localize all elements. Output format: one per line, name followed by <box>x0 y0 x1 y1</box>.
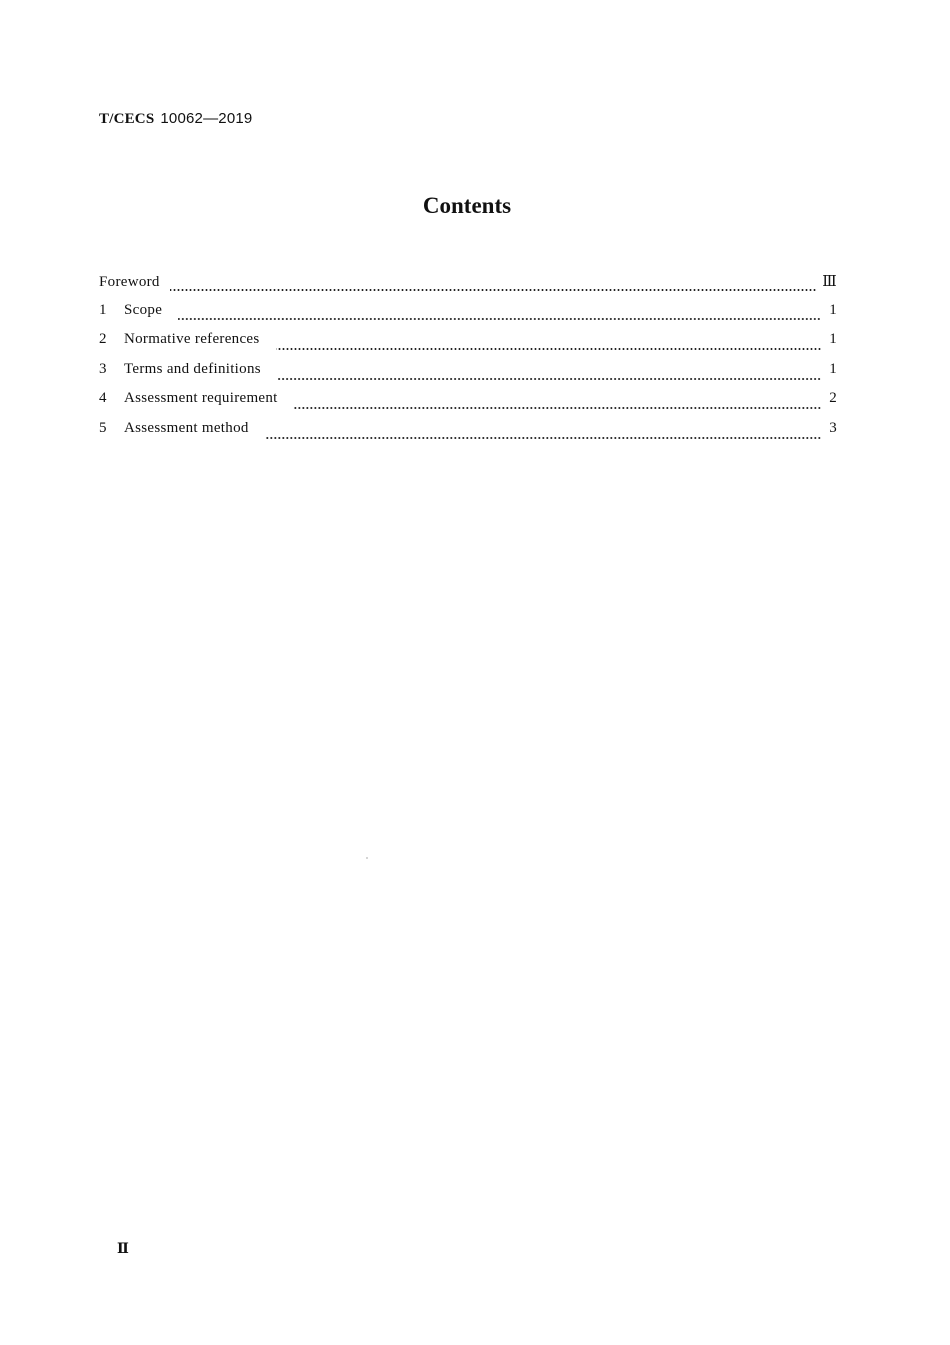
toc-entry-page: 2 <box>829 390 837 407</box>
toc-entry-assessment-requirement[interactable] <box>99 390 837 420</box>
toc-entry-terms-and-definitions[interactable] <box>99 361 837 391</box>
toc-entry-number: 1 <box>99 301 107 318</box>
toc-entry-scope[interactable] <box>99 302 837 332</box>
toc-entry-number: 3 <box>99 360 107 377</box>
dot-leader <box>170 288 817 292</box>
toc-entry-number: 2 <box>99 331 107 348</box>
toc-entry-label: Normative references <box>124 331 260 348</box>
dot-leader <box>178 317 821 321</box>
page-number: Ⅱ <box>117 1242 129 1257</box>
document-code-prefix: T/CECS <box>99 111 155 127</box>
toc-entry-number: 4 <box>99 390 107 407</box>
toc-entry-foreword[interactable] <box>99 272 837 302</box>
dot-leader <box>277 377 821 381</box>
toc-entry-label: Assessment requirement <box>124 390 278 407</box>
toc-entry-page: Ⅲ <box>822 274 837 290</box>
toc-entry-label: Foreword <box>99 274 160 290</box>
toc-entry-label: Terms and definitions <box>124 360 261 377</box>
document-code <box>99 110 252 128</box>
toc-entry-label: Assessment method <box>124 419 249 436</box>
toc-entry-page: 3 <box>829 419 837 436</box>
toc-entry-page: 1 <box>829 331 837 348</box>
toc-entry-number: 5 <box>99 419 107 436</box>
toc-entry-page: 1 <box>829 301 837 318</box>
page-title: Contents <box>422 193 512 218</box>
document-code-number: 10062—2019 <box>160 110 253 127</box>
toc-entry-normative-references[interactable] <box>99 331 837 361</box>
table-of-contents <box>99 272 837 450</box>
scan-speck <box>366 857 368 859</box>
dot-leader <box>265 436 821 440</box>
toc-entry-assessment-method[interactable] <box>99 420 837 450</box>
toc-entry-label: Scope <box>124 301 163 318</box>
toc-entry-page: 1 <box>829 360 837 377</box>
dot-leader <box>276 347 821 351</box>
dot-leader <box>294 406 821 410</box>
